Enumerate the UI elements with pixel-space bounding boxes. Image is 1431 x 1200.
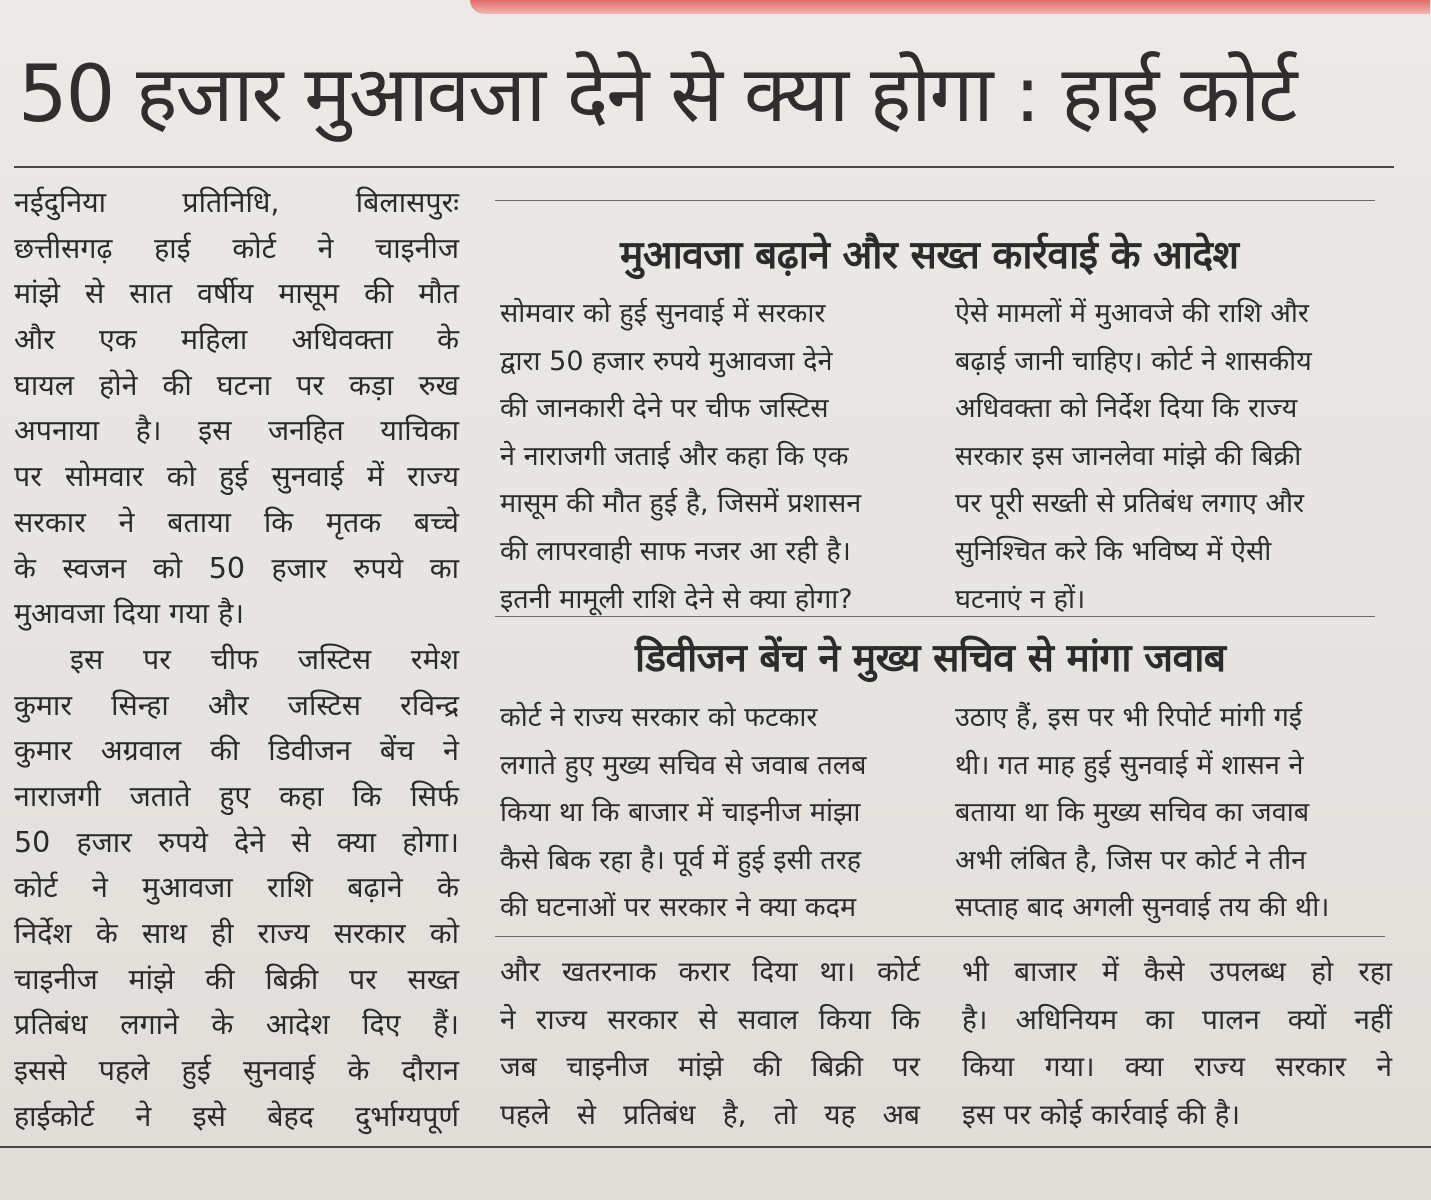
left-line: नाराजगी जताते हुए कहा कि सिर्फ <box>14 779 459 813</box>
section3-line: है। अधिनियम का पालन क्यों नहीं <box>962 1002 1392 1036</box>
section2-line: की घटनाओं पर सरकार ने क्या कदम <box>500 892 857 924</box>
left-line: कोर्ट ने मुआवजा राशि बढ़ाने के <box>14 871 459 905</box>
left-column-article <box>14 180 459 1139</box>
section1-line: ऐसे मामलों में मुआवजे की राशि और <box>955 298 1309 329</box>
section2-line: थी। गत माह हुई सुनवाई में शासन ने <box>955 749 1304 781</box>
bottom-rule <box>0 1146 1431 1148</box>
left-line: और एक महिला अधिवक्ता के <box>14 323 459 357</box>
section1-line: की जानकारी देने पर चीफ जस्टिस <box>500 393 829 425</box>
section1-line: सरकार इस जानलेवा मांझे की बिक्री <box>955 440 1302 472</box>
left-line: छत्तीसगढ़ हाई कोर्ट ने चाइनीज <box>14 231 459 265</box>
section2-line: अभी लंबित है, जिस पर कोर्ट ने तीन <box>955 844 1307 876</box>
section1-line: पर पूरी सख्ती से प्रतिबंध लगाए और <box>955 488 1305 520</box>
section1-line: इतनी मामूली राशि देने से क्या होगा? <box>500 583 853 615</box>
section1-line: घटनाएं न हों। <box>955 583 1086 615</box>
section1-heading: मुआवजा बढ़ाने और सख्त कार्रवाई के आदेश <box>620 233 1239 278</box>
section1-line: मासूम की मौत हुई है, जिसमें प्रशासन <box>500 488 862 520</box>
section2-line: लगाते हुए मुख्य सचिव से जवाब तलब <box>500 749 867 781</box>
section3-line: जब चाइनीज मांझे की बिक्री पर <box>500 1050 920 1083</box>
section3-line: भी बाजार में कैसे उपलब्ध हो रहा <box>962 955 1392 988</box>
left-line: के स्वजन को 50 हजार रुपये का <box>14 551 459 585</box>
left-line: सरकार ने बताया कि मृतक बच्चे <box>14 505 459 539</box>
left-line: 50 हजार रुपये देने से क्या होगा। <box>14 825 459 859</box>
section3-line: किया गया। क्या राज्य सरकार ने <box>962 1050 1392 1083</box>
section1-line: सोमवार को हुई सुनवाई में सरकार <box>500 298 826 329</box>
section1-line: बढ़ाई जानी चाहिए। कोर्ट ने शासकीय <box>955 345 1312 377</box>
left-line: मुआवजा दिया गया है। <box>14 597 245 631</box>
section1-col-b <box>955 290 1385 623</box>
section3-top-rule <box>495 936 1385 937</box>
section1-line: की लापरवाही साफ नजर आ रही है। <box>500 535 851 567</box>
left-line: नईदुनिया प्रतिनिधि, बिलासपुरः <box>14 186 459 219</box>
left-line: इस पर चीफ जस्टिस रमेश <box>70 642 459 676</box>
section2-line: कोर्ट ने राज्य सरकार को फटकार <box>500 702 818 733</box>
section3-line: और खतरनाक करार दिया था। कोर्ट <box>500 955 920 988</box>
left-line: कुमार अग्रवाल की डिवीजन बेंच ने <box>14 734 459 768</box>
left-line: चाइनीज मांझे की बिक्री पर सख्त <box>14 962 459 996</box>
section3-line: ने राज्य सरकार से सवाल किया कि <box>500 1002 920 1036</box>
section2-line: बताया था कि मुख्य सचिव का जवाब <box>955 797 1310 829</box>
section1-top-rule <box>495 200 1375 201</box>
red-masthead-band <box>470 0 1430 14</box>
left-line: पर सोमवार को हुई सुनवाई में राज्य <box>14 460 459 494</box>
section1-col-a <box>500 290 920 623</box>
section2-col-b <box>955 694 1395 932</box>
left-line: घायल होने की घटना पर कड़ा रुख <box>14 368 459 402</box>
left-line: इससे पहले हुई सुनवाई के दौरान <box>14 1054 459 1088</box>
left-line: कुमार सिन्हा और जस्टिस रविन्द्र <box>14 688 459 722</box>
left-line: निर्देश के साथ ही राज्य सरकार को <box>14 917 459 950</box>
headline: 50 हजार मुआवजा देने से क्या होगा : हाई कोर्ट <box>18 50 1296 140</box>
left-line: प्रतिबंध लगाने के आदेश दिए हैं। <box>14 1008 459 1042</box>
section1-line: अधिवक्ता को निर्देश दिया कि राज्य <box>955 393 1298 425</box>
section2-line: कैसे बिक रहा है। पूर्व में हुई इसी तरह <box>500 844 862 876</box>
section2-heading: डिवीजन बेंच ने मुख्य सचिव से मांगा जवाब <box>635 636 1226 681</box>
section3-line: पहले से प्रतिबंध है, तो यह अब <box>500 1097 920 1131</box>
section3-line: इस पर कोई कार्रवाई की है। <box>962 1097 1241 1131</box>
section3-col-a <box>500 948 920 1138</box>
section2-col-a <box>500 694 920 932</box>
section2-line: उठाए हैं, इस पर भी रिपोर्ट मांगी गई <box>955 702 1303 733</box>
section2-line: सप्ताह बाद अगली सुनवाई तय की थी। <box>955 892 1330 924</box>
section1-line: सुनिश्चित करे कि भविष्य में ऐसी <box>955 535 1272 567</box>
left-line: मांझे से सात वर्षीय मासूम की मौत <box>14 277 459 311</box>
headline-rule <box>14 166 1394 168</box>
section1-line: ने नाराजगी जताई और कहा कि एक <box>500 440 849 472</box>
section1-line: द्वारा 50 हजार रुपये मुआवजा देने <box>500 345 833 377</box>
section3-col-b <box>962 948 1392 1138</box>
section2-line: किया था कि बाजार में चाइनीज मांझा <box>500 797 861 829</box>
left-line: हाईकोर्ट ने इसे बेहद दुर्भाग्यपूर्ण <box>14 1099 459 1133</box>
left-line: अपनाया है। इस जनहित याचिका <box>14 414 459 448</box>
